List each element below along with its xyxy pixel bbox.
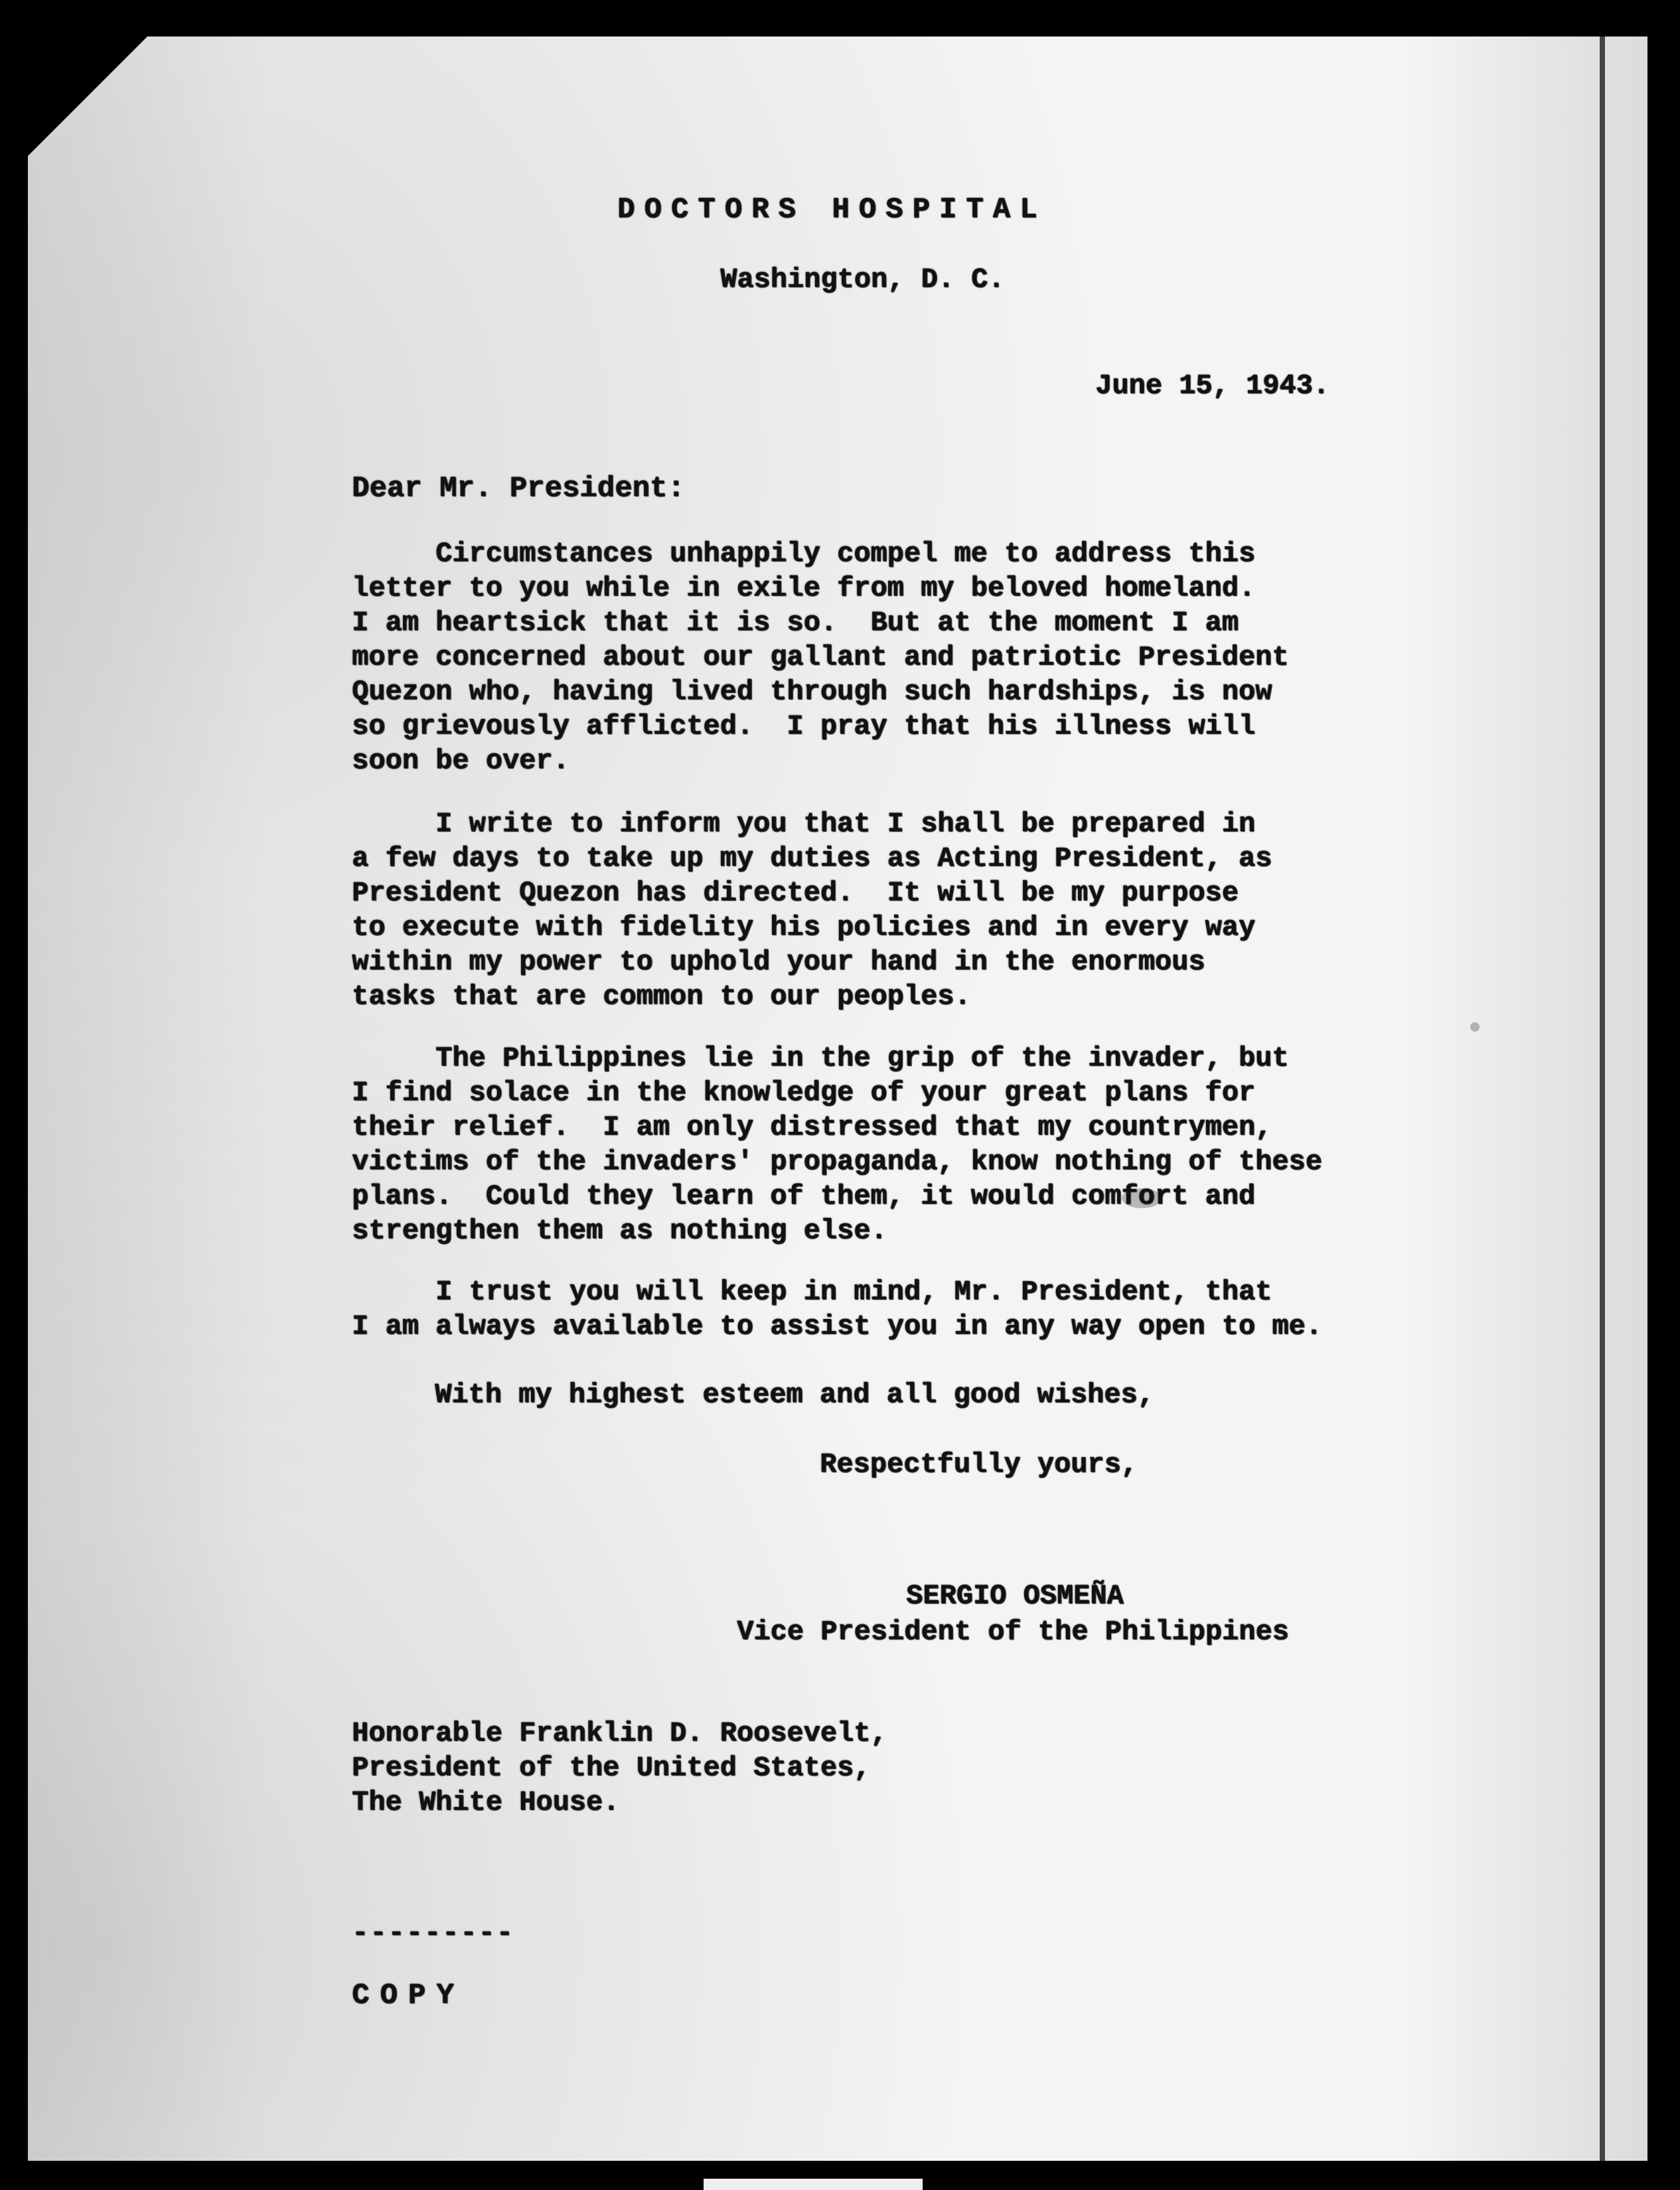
signatory-name: SERGIO OSMEÑA — [906, 1580, 1124, 1612]
divider-dashes: --------- — [352, 1917, 514, 1949]
letterhead-city: Washington, D. C. — [720, 264, 1005, 295]
paragraph: The Philippines lie in the grip of the invader, but I find solace in the knowledge of your great plans for their relief. I am only distressed that my countrymen, victims of the invaders' propaganda, know nothing of these plans. Could they learn of them, it would comfort and strengthen them as nothing else. — [352, 1042, 1322, 1247]
letter-date: June 15, 1943. — [1095, 370, 1330, 402]
signatory-title: Vice President of the Philippines — [737, 1616, 1289, 1648]
archive-label-strip — [704, 2179, 923, 2190]
closing-line: With my highest esteem and all good wishes, — [435, 1379, 1154, 1411]
addressee-block: Honorable Franklin D. Roosevelt, President of the United States, The White House. — [352, 1717, 887, 1818]
valediction: Respectfully yours, — [820, 1448, 1138, 1480]
letterhead-institution: DOCTORS HOSPITAL — [617, 193, 1047, 226]
paragraph: I trust you will keep in mind, Mr. President, that I am always available to assist you in any way open to me. — [352, 1276, 1322, 1342]
salutation: Dear Mr. President: — [352, 472, 685, 505]
copy-mark: COPY — [352, 1979, 465, 2012]
paragraph: I write to inform you that I shall be prepared in a few days to take up my duties as Acting President, as President Quezon has directed. It will be my purpose to execute with fidelity his policies and in every way within my power to uphold your hand in the enormous tasks that are common to our peoples. — [352, 808, 1272, 1012]
paragraph: Circumstances unhappily compel me to address this letter to you while in exile from my beloved homeland. I am heartsick that it is so. But at the moment I am more concerned about our gallant and patriotic President Quezon who, having lived through such hardships, is now so grievously afflicted. I pray that his illness will soon be over. — [352, 538, 1289, 777]
